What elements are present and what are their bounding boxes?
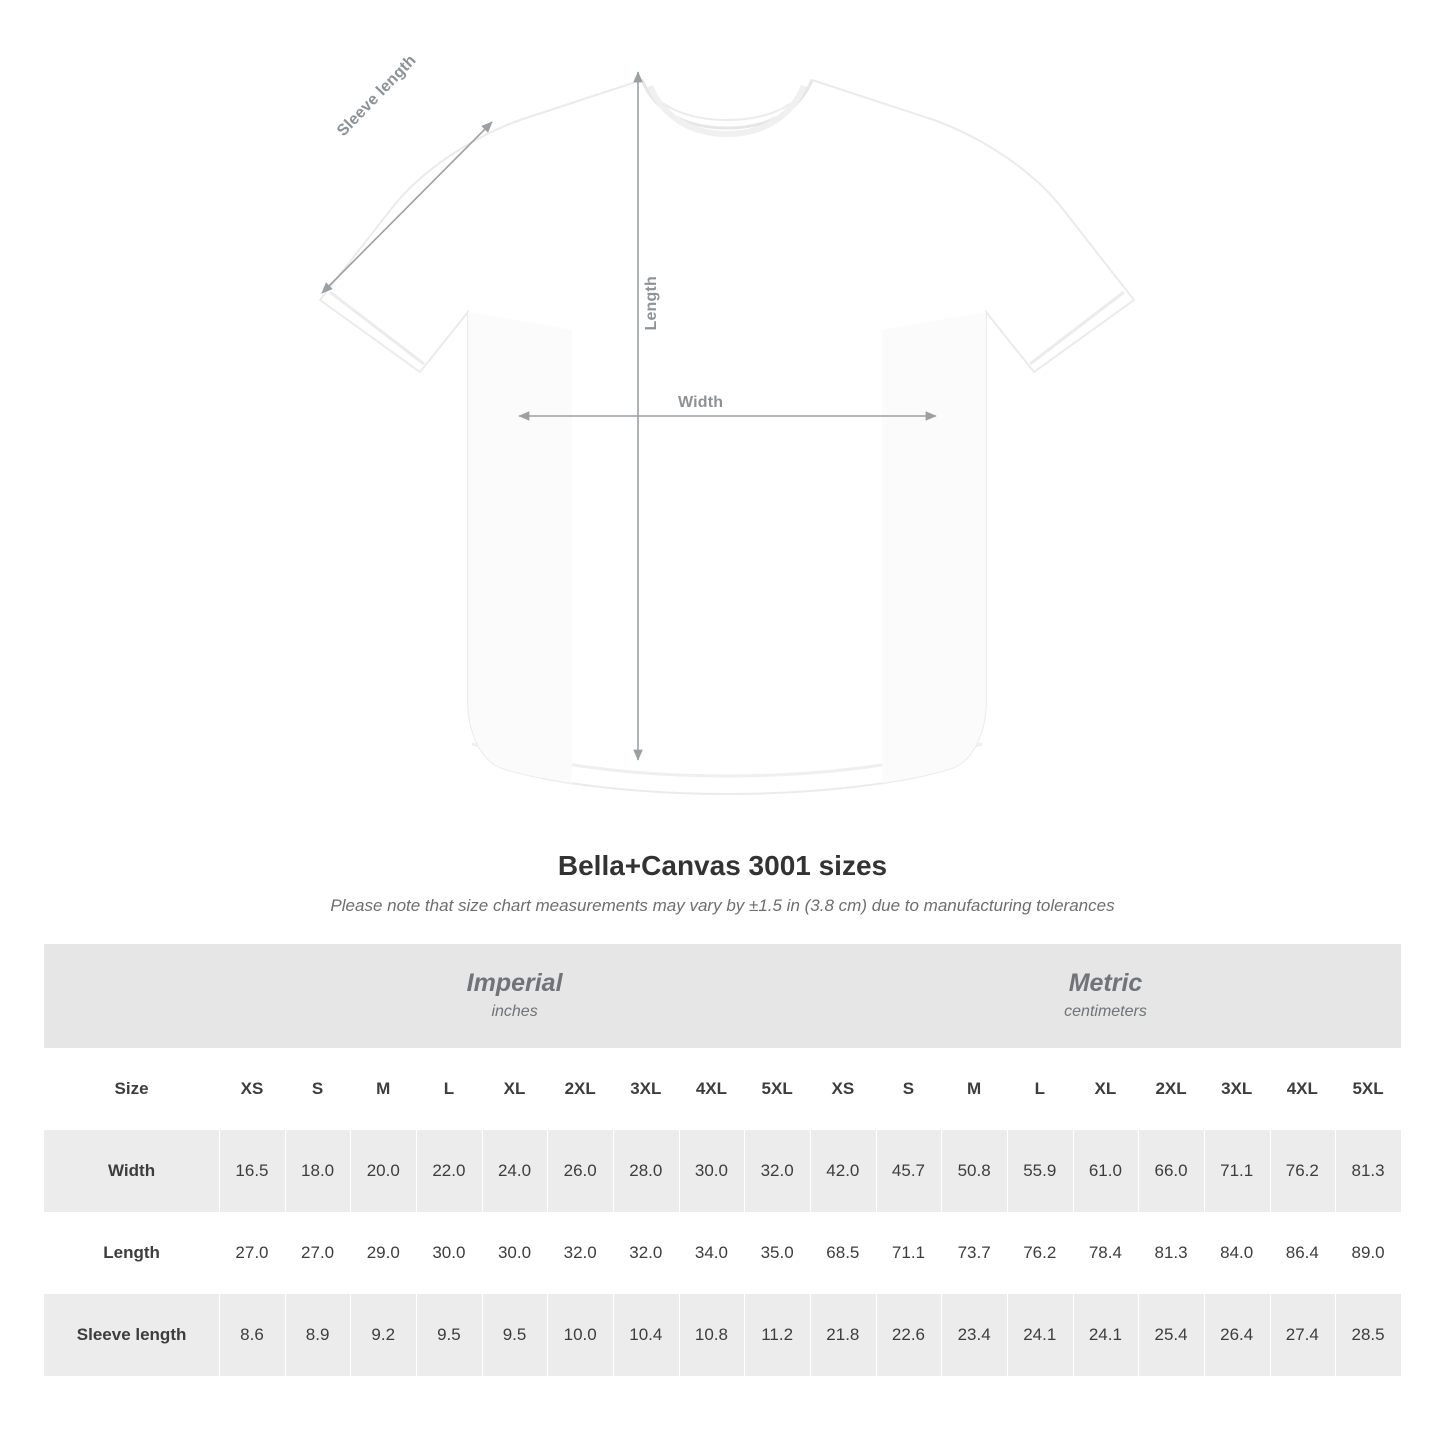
table-cell: 78.4 xyxy=(1073,1212,1139,1294)
unit-group-imperial-name: Imperial xyxy=(466,968,563,997)
table-cell: 26.0 xyxy=(547,1130,613,1212)
table-cell: 28.0 xyxy=(613,1130,679,1212)
size-header-cell: 2XL xyxy=(1138,1048,1204,1130)
size-header-cell: M xyxy=(941,1048,1007,1130)
table-cell: 28.5 xyxy=(1335,1294,1401,1376)
table-row xyxy=(44,1130,1401,1212)
size-header-cell: L xyxy=(416,1048,482,1130)
table-cell: 24.1 xyxy=(1007,1294,1073,1376)
unit-header-spacer xyxy=(44,944,219,1048)
table-cell: 9.5 xyxy=(416,1294,482,1376)
table-cell: 20.0 xyxy=(350,1130,416,1212)
table-cell: 71.1 xyxy=(1204,1130,1270,1212)
unit-group-metric xyxy=(810,944,1401,1048)
size-header-cell: M xyxy=(350,1048,416,1130)
sleeve-length-label: Sleeve length xyxy=(334,51,420,140)
table-cell: 10.8 xyxy=(679,1294,745,1376)
table-cell: 73.7 xyxy=(941,1212,1007,1294)
table-cell: 71.1 xyxy=(876,1212,942,1294)
table-cell: 81.3 xyxy=(1138,1212,1204,1294)
table-cell: 32.0 xyxy=(547,1212,613,1294)
table-cell: 22.0 xyxy=(416,1130,482,1212)
table-cell: 68.5 xyxy=(810,1212,876,1294)
table-cell: 23.4 xyxy=(941,1294,1007,1376)
length-label: Length xyxy=(643,270,661,337)
table-cell: 10.0 xyxy=(547,1294,613,1376)
table-cell: 25.4 xyxy=(1138,1294,1204,1376)
table-cell: 9.2 xyxy=(350,1294,416,1376)
table-cell: 22.6 xyxy=(876,1294,942,1376)
size-header-cell: XL xyxy=(482,1048,548,1130)
size-header-cell: S xyxy=(876,1048,942,1130)
table-cell: 76.2 xyxy=(1007,1212,1073,1294)
size-chart-table xyxy=(44,944,1401,1376)
size-header-cell: 3XL xyxy=(613,1048,679,1130)
chart-title-block xyxy=(0,850,1445,916)
table-cell: 29.0 xyxy=(350,1212,416,1294)
table-cell: 30.0 xyxy=(482,1212,548,1294)
width-label: Width xyxy=(672,394,729,412)
tolerance-note: Please note that size chart measurements may vary by ±1.5 in (3.8 cm) due to manufacturing tolerances xyxy=(330,896,1115,915)
table-cell: 76.2 xyxy=(1270,1130,1336,1212)
table-cell: 8.9 xyxy=(285,1294,351,1376)
table-row xyxy=(44,1294,1401,1376)
table-cell: 42.0 xyxy=(810,1130,876,1212)
table-cell: 61.0 xyxy=(1073,1130,1139,1212)
table-cell: 9.5 xyxy=(482,1294,548,1376)
row-label-sleeve-length: Sleeve length xyxy=(44,1294,219,1376)
table-cell: 32.0 xyxy=(744,1130,810,1212)
table-cell: 30.0 xyxy=(416,1212,482,1294)
table-cell: 81.3 xyxy=(1335,1130,1401,1212)
size-header-cell: L xyxy=(1007,1048,1073,1130)
size-header-cell: 4XL xyxy=(1270,1048,1336,1130)
table-cell: 8.6 xyxy=(219,1294,285,1376)
size-header-cell: 3XL xyxy=(1204,1048,1270,1130)
size-chart-table-wrapper xyxy=(44,944,1401,1376)
table-row xyxy=(44,1212,1401,1294)
table-cell: 27.4 xyxy=(1270,1294,1336,1376)
table-cell: 50.8 xyxy=(941,1130,1007,1212)
unit-group-metric-unit: centimeters xyxy=(1064,1002,1147,1020)
shirt-shape xyxy=(320,80,1134,794)
size-header-cell: 2XL xyxy=(547,1048,613,1130)
table-cell: 84.0 xyxy=(1204,1212,1270,1294)
size-header-cell: 5XL xyxy=(744,1048,810,1130)
unit-group-header-row xyxy=(44,944,1401,1048)
size-header-cell: 5XL xyxy=(1335,1048,1401,1130)
row-label-length: Length xyxy=(44,1212,219,1294)
size-header-cell: S xyxy=(285,1048,351,1130)
table-cell: 26.4 xyxy=(1204,1294,1270,1376)
size-header-cell: 4XL xyxy=(679,1048,745,1130)
table-cell: 24.1 xyxy=(1073,1294,1139,1376)
size-header-label: Size xyxy=(44,1048,219,1130)
size-header-cell: XS xyxy=(810,1048,876,1130)
size-header-row xyxy=(44,1048,1401,1130)
table-cell: 11.2 xyxy=(744,1294,810,1376)
unit-group-metric-name: Metric xyxy=(1068,968,1143,997)
table-cell: 21.8 xyxy=(810,1294,876,1376)
table-cell: 32.0 xyxy=(613,1212,679,1294)
table-cell: 35.0 xyxy=(744,1212,810,1294)
size-header-cell: XL xyxy=(1073,1048,1139,1130)
page-title: Bella+Canvas 3001 sizes xyxy=(557,850,888,881)
table-cell: 45.7 xyxy=(876,1130,942,1212)
table-cell: 30.0 xyxy=(679,1130,745,1212)
table-cell: 18.0 xyxy=(285,1130,351,1212)
size-header-cell: XS xyxy=(219,1048,285,1130)
unit-group-imperial xyxy=(219,944,810,1048)
table-cell: 34.0 xyxy=(679,1212,745,1294)
table-cell: 24.0 xyxy=(482,1130,548,1212)
table-cell: 86.4 xyxy=(1270,1212,1336,1294)
table-cell: 66.0 xyxy=(1138,1130,1204,1212)
table-cell: 89.0 xyxy=(1335,1212,1401,1294)
table-cell: 27.0 xyxy=(219,1212,285,1294)
table-cell: 10.4 xyxy=(613,1294,679,1376)
table-cell: 16.5 xyxy=(219,1130,285,1212)
row-label-width: Width xyxy=(44,1130,219,1212)
table-cell: 27.0 xyxy=(285,1212,351,1294)
unit-group-imperial-unit: inches xyxy=(491,1002,538,1020)
table-cell: 55.9 xyxy=(1007,1130,1073,1212)
